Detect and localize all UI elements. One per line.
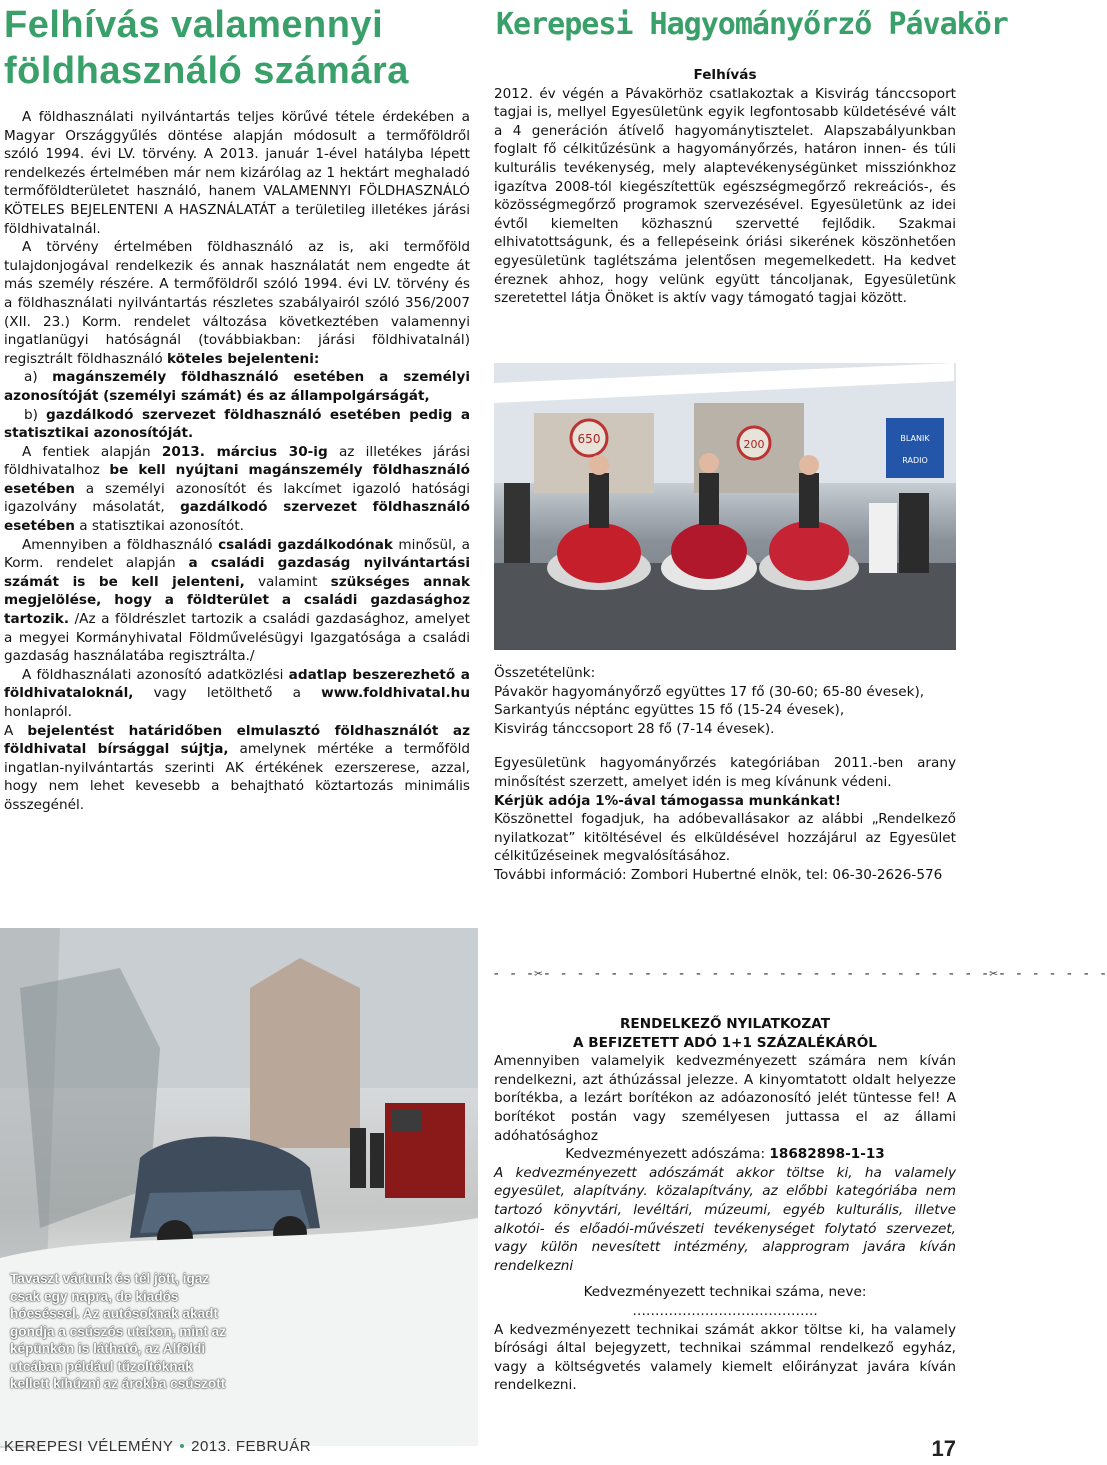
technical-number-note: A kedvezményezett technikai számát akkor töltse ki, ha valamely bírósági által bejegyzett, technikai számmal rendelkező egyház, vagy a költségvetés valamely kiemelt előirányzat javára kíván rendelkezni. <box>494 1321 956 1394</box>
award-text: Egyesületünk hagyományőrzés kategóriában 2011.-ben arany minősítést szerzett, amelyet idén is meg kívánunk védeni. <box>494 755 956 790</box>
paragraph: A földhasználati azonosító adatközlési adatlap beszerezhető a földhivataloknál, vagy letölthető a www.foldhivatal.hu honlapról. <box>4 666 471 720</box>
members-block <box>494 664 956 885</box>
separator: • <box>179 1438 186 1455</box>
folk-dance-photo <box>494 363 956 650</box>
dance-stage-illustration <box>494 363 956 650</box>
list-item-a: a) magánszemély földhasználó esetében a személyi azonosítóját (személyi számát) és az állampolgárságát, <box>4 369 470 404</box>
section-title: Kerepesi Hagyományőrző Pávakör <box>496 7 1008 42</box>
article-headline <box>4 2 474 94</box>
sign-blanik: BLANIK <box>900 434 930 443</box>
issue-date: 2013. FEBRUÁR <box>191 1438 312 1455</box>
declaration <box>494 1015 956 1395</box>
cut-line: - - -✂- - - - - - - - - - - - - - - - - - - - - - - - - - -✂- - - - - - - <box>492 966 1107 982</box>
paragraph: 2012. év végén a Pávakörhöz csatlakoztak a Kisvirág tánccsoport tagjai is, mellyel Egyesületünk egyik legfontosabb küldetésévé vált a 4 generáción átívelő hagyománytisztelet. Alapszabályunkban foglalt fő célkitűzésünk a hagyományőrzés, határon innen- és túli kulturális tevékenység, mely alaptevékenységünket missziónkhoz igazítva 2008-tól kiegészítettük egészségmegőrző rekreációs-, és közösségmegőrző programok szervezésével. Egyesületünk az idei évtől kiemelten közhasznú szervetté fejlődik. Szakmai elhivatottságunk, és a fellepéseink óriási sikerének köszönhetően egyesületünk taglétszáma jelentősen megemelkedett. Ha kedvet éreznek ahhoz, hogy velünk együtt táncoljanak, Egyesületünk szeretettel látja Önöket is aktív vagy támogató tagjai között. <box>494 85 956 307</box>
thanks-text: Köszönettel fogadjuk, ha adóbevallásakor az alábbi „Rendelkező nyilatkozat” kitöltésével és elküldésével hozzájárul az Egyesület célkitűzéseinek megvalósításához. <box>494 811 956 865</box>
headline-line-1: Felhívás valamennyi <box>4 4 384 46</box>
list-item-b: b) gazdálkodó szervezet földhasználó esetében pedig a statisztikai azonosítóját. <box>4 406 470 442</box>
pavakor-intro <box>494 66 956 308</box>
paragraph: Amennyiben valamelyik kedvezményezett számára nem kíván rendelkezni, azt áthúzással jelezze. A kinyomtatott oldalt helyezze borítékba, a lezárt borítékon az adóazonosító jelét tüntesse fel! A borítékot postán vagy személyesen juttassa el az állami adóhatósághoz <box>494 1053 956 1144</box>
paragraph: A törvény értelmében földhasználó az is, aki termőföld tulajdonjogával rendelkezik és annak használatát nem engedte át más személy részére. A termőföldről szóló 1994. évi LV. törvény és a földhasználati nyilvántartás részletes szabályairól szóló 356/2007 (XII. 23.) Korm. rendelet változása következtében valamennyi ingatlanügyi hatóságnál (továbbiakban: járási földhivatalnál) regisztrált földhasználó köteles bejelenteni: <box>4 239 470 367</box>
sign-radio: RADIO <box>902 456 928 465</box>
publication-name: KEREPESI VÉLEMÉNY <box>4 1438 174 1455</box>
sign-200: 200 <box>743 438 765 451</box>
paragraph: A földhasználati nyilvántartás teljes körűvé tétele érdekében a Magyar Országgyűlés döntése alapján módosult a termőföldről szóló 1994. évi LV. törvény. A 2013. január 1-ével hatályba lépett rendelkezés értelmében már nem kizárólag az 1 hektárt meghaladó termőföldterületet használó, hanem VALAMENNYI FÖLDHASZNÁLÓ KÖTELES BEJELENTENI A HASZNÁLATÁT a területileg illetékes járási földhivatalnál. <box>4 109 470 237</box>
members-item: Sarkantyús néptánc együttes 15 fő (15-24 évesek), <box>494 702 845 719</box>
page-number: 17 <box>931 1436 956 1461</box>
members-item: Pávakör hagyományőrző együttes 17 fő (30-60; 65-80 évesek), <box>494 683 925 700</box>
article-body <box>4 108 470 815</box>
photo-caption: Tavaszt vártunk és tél jött, igaz csak egy napra, de kiadós hóeséssel. Az autósoknak akadt gondja a csúszós utakon, mint az képünkön is látható, az Alföldi utcában például tűzoltóknak kellett kihúzni az árokba csúszott <box>10 1271 227 1391</box>
declaration-title: RENDELKEZŐ NYILATKOZAT <box>619 1016 831 1032</box>
felhivas-heading: Felhívás <box>693 67 757 83</box>
sign-650: 650 <box>577 432 601 446</box>
members-item: Kisvirág tánccsoport 28 fő (7-14 évesek). <box>494 720 775 737</box>
technical-number-label: Kedvezményezett technikai száma, neve: <box>583 1284 867 1301</box>
support-request: Kérjük adója 1%-ával támogassa munkánkat! <box>494 792 841 809</box>
tax-number-note: A kedvezményezett adószámát akkor töltse ki, ha valamely egyesület, alapítvány. közalapítvány, az előbbi kategóriába nem tartozó könyvtári, levéltári, múzeumi, egyéb kulturális, illetve alkotói- és előadói-művészeti tevékenységet folytató szervezet, vagy külön nevesített intézmény, alapprogram javára kíván rendelkezni <box>494 1164 956 1274</box>
contact-info: További információ: Zombori Hubertné elnök, tel: 06-30-2626-576 <box>494 866 943 883</box>
headline-line-2: földhasználó számára <box>4 50 409 92</box>
paragraph: Amennyiben a földhasználó családi gazdálkodónak minősül, a Korm. rendelet alapján a családi gazdaság nyilvántartási számát is be kell jelenteni, valamint szükséges annak megjelölése, hogy a földterület a családi gazdasághoz tartozik. /Az a földrészlet tartozik a családi gazdasághoz, amelyet a megyei Kormányhivatal Földművelésügyi Igazgatósága a családi gazdaság használatába regisztrálta./ <box>4 536 470 665</box>
tax-number-line: Kedvezményezett adószáma: 18682898-1-13 <box>565 1146 885 1163</box>
footer-publication <box>4 1438 311 1455</box>
declaration-subtitle: A BEFIZETETT ADÓ 1+1 SZÁZALÉKÁRÓL <box>573 1034 877 1051</box>
paragraph: A bejelentést határidőben elmulasztó földhasználót az földhivatal bírsággal sújtja, amelynek mértéke a termőföld ingatlan-nyilvántartás szerinti AK értékének ezerszerese, azzal, hogy nem lehet kevesebb a behajtható köztartozás minimális összegénél. <box>4 722 471 813</box>
members-heading: Összetételünk: <box>494 665 596 681</box>
technical-number-field: ………………………………….. <box>632 1302 818 1319</box>
paragraph: A fentiek alapján 2013. március 30-ig az illetékes járási földhivatalhoz be kell nyújtani magánszemély földhasználó esetében a személyi azonosítót és lakcímet igazoló hatósági igazolvány másolatát, gazdálkodó szervezet földhasználó esetében a statisztikai azonosítót. <box>4 443 470 535</box>
